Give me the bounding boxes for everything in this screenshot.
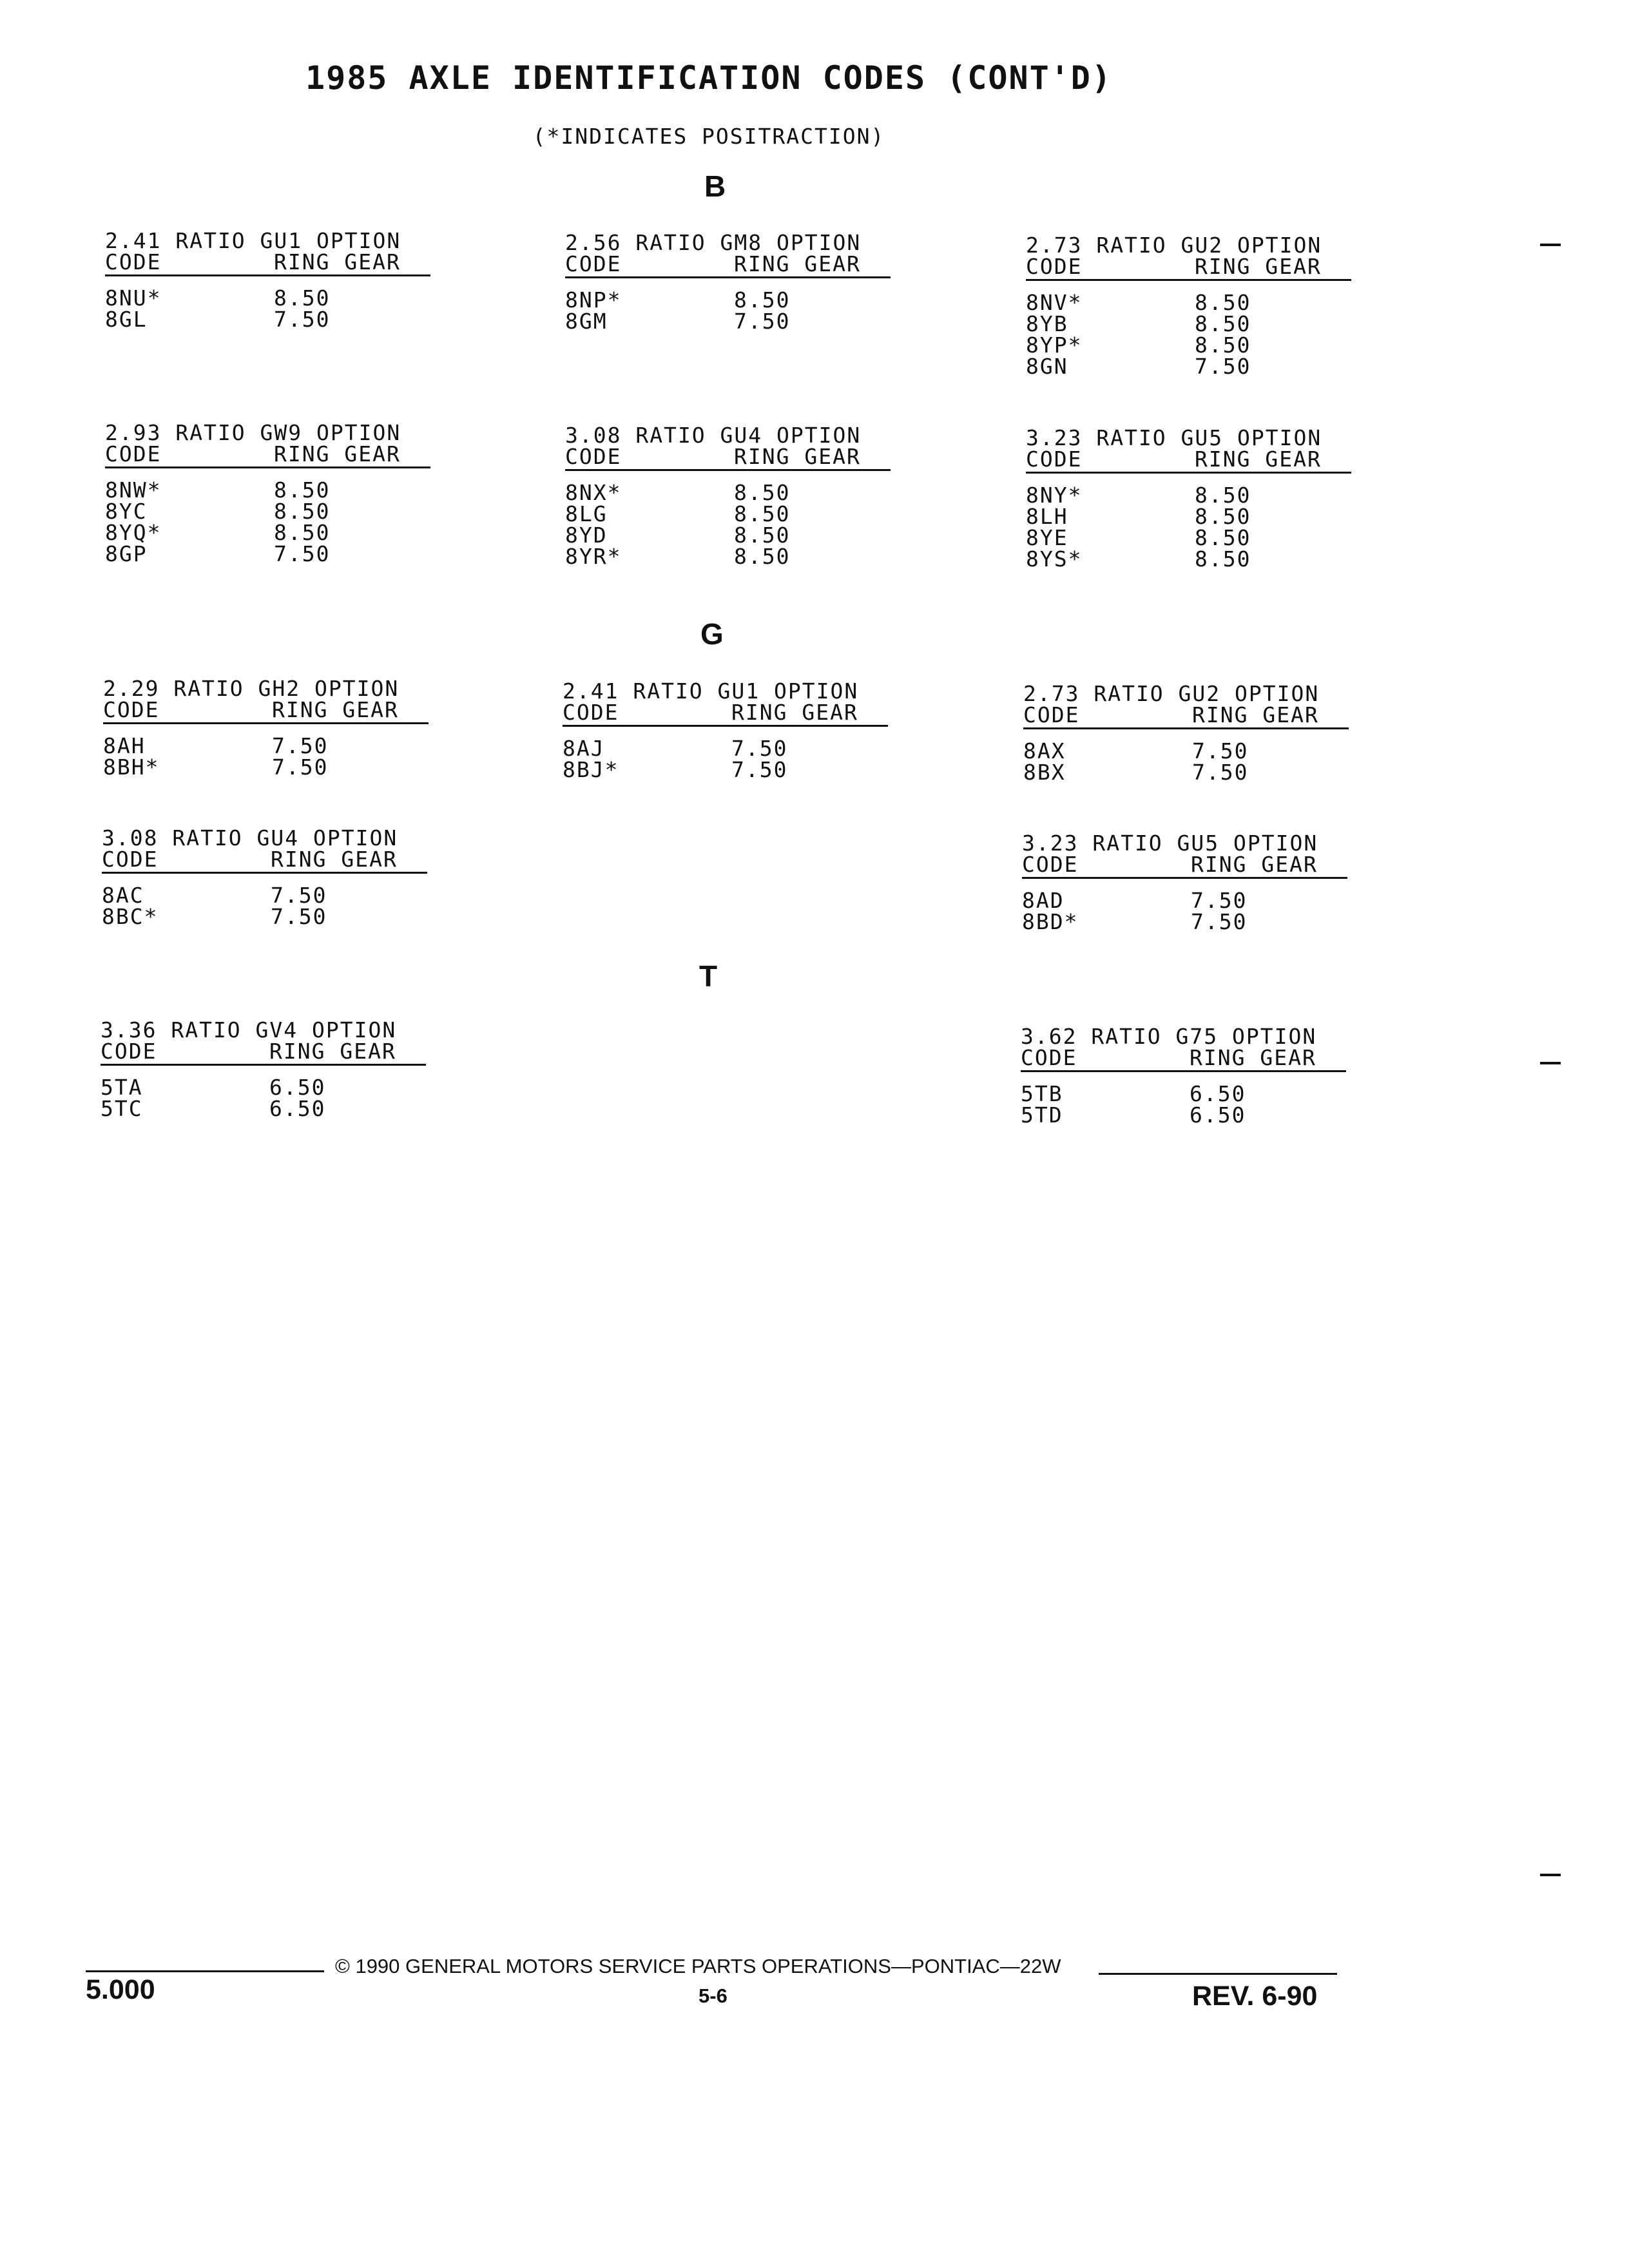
code-list	[563, 738, 888, 780]
table-row	[1022, 911, 1347, 932]
axle-code: 8YR*	[565, 544, 622, 569]
column-header-ring-gear: RING GEAR	[734, 444, 861, 469]
axle-code: 5TB	[1021, 1081, 1063, 1106]
column-headers	[105, 251, 430, 276]
code-list	[565, 482, 891, 567]
ring-gear-size: 7.50	[271, 904, 327, 929]
ring-gear-size: 7.50	[734, 309, 791, 334]
axle-code: 8YE	[1026, 525, 1068, 550]
axle-code: 8YD	[565, 523, 608, 548]
ring-gear-size: 7.50	[1191, 888, 1248, 913]
ratio-block	[105, 230, 430, 330]
ring-gear-size: 7.50	[272, 733, 329, 758]
ring-gear-size: 8.50	[274, 477, 331, 503]
table-row	[105, 479, 430, 501]
ratio-header: 3.08 RATIO GU4 OPTION	[102, 825, 398, 850]
axle-code: 8AJ	[563, 736, 605, 761]
table-row	[101, 1098, 426, 1119]
axle-code: 8GP	[105, 541, 148, 566]
footer-rule-right	[1099, 1973, 1337, 1975]
code-list	[1026, 292, 1351, 377]
column-header-code: CODE	[1026, 447, 1083, 472]
column-headers	[101, 1041, 426, 1066]
axle-code: 8GM	[565, 309, 608, 334]
table-row	[1026, 548, 1351, 570]
table-row	[565, 524, 891, 546]
code-list	[105, 479, 430, 564]
table-row	[1026, 334, 1351, 356]
column-header-ring-gear: RING GEAR	[1190, 1045, 1316, 1070]
axle-code: 8AH	[103, 733, 146, 758]
table-row	[105, 287, 430, 309]
ring-gear-size: 8.50	[734, 523, 791, 548]
axle-code: 8NW*	[105, 477, 162, 503]
axle-code: 5TC	[101, 1096, 143, 1121]
column-header-ring-gear: RING GEAR	[269, 1039, 396, 1064]
table-row	[1026, 485, 1351, 506]
ratio-block	[105, 422, 430, 564]
column-headers	[1026, 256, 1351, 281]
ring-gear-size: 7.50	[1195, 354, 1251, 379]
axle-code: 5TA	[101, 1075, 143, 1100]
column-headers	[565, 446, 891, 471]
column-header-code: CODE	[1026, 254, 1083, 279]
ratio-header: 2.29 RATIO GH2 OPTION	[103, 676, 400, 701]
column-headers	[103, 699, 429, 724]
ring-gear-size: 7.50	[1192, 760, 1249, 785]
table-row	[1026, 527, 1351, 548]
column-header-ring-gear: RING GEAR	[1191, 852, 1318, 877]
column-header-code: CODE	[1023, 702, 1080, 727]
axle-code: 8BD*	[1022, 909, 1079, 934]
column-header-code: CODE	[101, 1039, 157, 1064]
table-row	[1026, 313, 1351, 334]
section-label-t: T	[699, 959, 718, 993]
ratio-block	[1021, 1026, 1346, 1126]
ring-gear-size: 8.50	[1195, 332, 1251, 358]
column-headers	[1026, 448, 1351, 474]
ring-gear-size: 8.50	[1195, 546, 1251, 572]
axle-code: 8BJ*	[563, 757, 619, 782]
footer-copyright: © 1990 GENERAL MOTORS SERVICE PARTS OPERATIONS—PONTIAC—22W	[335, 1955, 1061, 1977]
ratio-block	[565, 232, 891, 332]
ratio-header: 2.41 RATIO GU1 OPTION	[105, 228, 401, 253]
code-list	[1023, 740, 1349, 783]
axle-code: 8BC*	[102, 904, 159, 929]
table-row	[103, 756, 429, 778]
column-header-ring-gear: RING GEAR	[1195, 447, 1322, 472]
table-row	[565, 289, 891, 311]
ratio-block	[101, 1019, 426, 1119]
ratio-header: 2.56 RATIO GM8 OPTION	[565, 230, 862, 255]
ratio-header: 3.23 RATIO GU5 OPTION	[1022, 831, 1318, 856]
column-header-code: CODE	[565, 251, 622, 276]
column-headers	[565, 253, 891, 278]
margin-mark	[1540, 1062, 1561, 1064]
ratio-header: 3.62 RATIO G75 OPTION	[1021, 1024, 1317, 1049]
column-header-code: CODE	[565, 444, 622, 469]
axle-code: 8BX	[1023, 760, 1066, 785]
code-list	[1026, 485, 1351, 570]
section-label-g: G	[700, 617, 724, 651]
axle-code: 8LG	[565, 501, 608, 526]
column-header-code: CODE	[102, 847, 159, 872]
code-list	[103, 735, 429, 778]
code-list	[102, 885, 427, 927]
column-header-code: CODE	[103, 697, 160, 722]
column-header-ring-gear: RING GEAR	[731, 700, 858, 725]
axle-code: 8AC	[102, 883, 144, 908]
ratio-block	[563, 680, 888, 780]
axle-code: 8YQ*	[105, 520, 162, 545]
ratio-header: 2.73 RATIO GU2 OPTION	[1026, 233, 1322, 258]
axle-code: 8NV*	[1026, 290, 1083, 315]
ratio-block	[565, 425, 891, 567]
axle-code: 8LH	[1026, 504, 1068, 529]
axle-code: 8AX	[1023, 738, 1066, 764]
column-header-ring-gear: RING GEAR	[1195, 254, 1322, 279]
ratio-header: 3.36 RATIO GV4 OPTION	[101, 1017, 397, 1043]
column-header-ring-gear: RING GEAR	[1192, 702, 1319, 727]
axle-code: 5TD	[1021, 1102, 1063, 1128]
table-row	[1026, 292, 1351, 313]
ratio-block	[1022, 832, 1347, 932]
column-header-ring-gear: RING GEAR	[271, 847, 398, 872]
column-headers	[102, 849, 427, 874]
column-headers	[1022, 854, 1347, 879]
footer-rule-left	[86, 1970, 324, 1972]
axle-code: 8GN	[1026, 354, 1068, 379]
ring-gear-size: 7.50	[274, 541, 331, 566]
ring-gear-size: 8.50	[1195, 504, 1251, 529]
code-list	[101, 1077, 426, 1119]
axle-code: 8YB	[1026, 311, 1068, 336]
section-number: 5.000	[86, 1974, 155, 2005]
table-row	[105, 522, 430, 543]
ring-gear-size: 7.50	[272, 754, 329, 780]
table-row	[102, 906, 427, 927]
ring-gear-size: 8.50	[1195, 525, 1251, 550]
page-subtitle: (*INDICATES POSITRACTION)	[532, 124, 885, 149]
table-row	[1022, 890, 1347, 911]
ratio-block	[1026, 235, 1351, 377]
ring-gear-size: 7.50	[271, 883, 327, 908]
ratio-block	[1023, 683, 1349, 783]
ring-gear-size: 8.50	[1195, 483, 1251, 508]
table-row	[105, 501, 430, 522]
axle-code: 8GL	[105, 307, 148, 332]
ratio-block	[103, 678, 429, 778]
page-number: 5-6	[699, 1984, 728, 2007]
ring-gear-size: 8.50	[274, 520, 331, 545]
table-row	[1023, 762, 1349, 783]
table-row	[103, 735, 429, 756]
column-headers	[105, 443, 430, 468]
column-header-ring-gear: RING GEAR	[274, 249, 401, 274]
table-row	[1026, 506, 1351, 527]
column-header-code: CODE	[105, 441, 162, 466]
ring-gear-size: 8.50	[274, 499, 331, 524]
column-header-code: CODE	[563, 700, 619, 725]
table-row	[565, 503, 891, 524]
ring-gear-size: 7.50	[731, 757, 788, 782]
axle-code: 8BH*	[103, 754, 160, 780]
ratio-header: 2.93 RATIO GW9 OPTION	[105, 420, 401, 445]
ring-gear-size: 8.50	[734, 501, 791, 526]
ring-gear-size: 6.50	[1190, 1081, 1246, 1106]
ratio-block	[1026, 427, 1351, 570]
page-title: 1985 AXLE IDENTIFICATION CODES (CONT'D)	[305, 59, 1112, 97]
table-row	[563, 759, 888, 780]
section-label-b: B	[704, 169, 726, 203]
ring-gear-size: 8.50	[1195, 290, 1251, 315]
table-row	[1021, 1083, 1346, 1104]
axle-code: 8AD	[1022, 888, 1065, 913]
column-header-code: CODE	[1021, 1045, 1077, 1070]
table-row	[105, 309, 430, 330]
column-header-code: CODE	[105, 249, 162, 274]
axle-code: 8NP*	[565, 287, 622, 312]
ring-gear-size: 7.50	[1191, 909, 1248, 934]
ring-gear-size: 8.50	[1195, 311, 1251, 336]
ring-gear-size: 7.50	[1192, 738, 1249, 764]
ratio-header: 3.08 RATIO GU4 OPTION	[565, 423, 862, 448]
column-headers	[1021, 1047, 1346, 1072]
ring-gear-size: 6.50	[1190, 1102, 1246, 1128]
ratio-block	[102, 827, 427, 927]
revision-label: REV. 6-90	[1192, 1981, 1318, 2012]
ratio-header: 2.73 RATIO GU2 OPTION	[1023, 681, 1320, 706]
ring-gear-size: 6.50	[269, 1096, 326, 1121]
ring-gear-size: 7.50	[731, 736, 788, 761]
column-header-code: CODE	[1022, 852, 1079, 877]
table-row	[101, 1077, 426, 1098]
axle-code: 8NU*	[105, 285, 162, 311]
table-row	[1021, 1104, 1346, 1126]
ring-gear-size: 7.50	[274, 307, 331, 332]
table-row	[565, 546, 891, 567]
ring-gear-size: 8.50	[734, 480, 791, 505]
table-row	[105, 543, 430, 564]
margin-mark	[1540, 244, 1561, 246]
code-list	[565, 289, 891, 332]
column-headers	[563, 702, 888, 727]
table-row	[102, 885, 427, 906]
axle-code: 8NX*	[565, 480, 622, 505]
ring-gear-size: 8.50	[734, 287, 791, 312]
ratio-header: 3.23 RATIO GU5 OPTION	[1026, 425, 1322, 450]
axle-code: 8YS*	[1026, 546, 1083, 572]
axle-code: 8YC	[105, 499, 148, 524]
table-row	[563, 738, 888, 759]
code-list	[1022, 890, 1347, 932]
margin-mark	[1540, 1874, 1561, 1876]
ratio-header: 2.41 RATIO GU1 OPTION	[563, 678, 859, 704]
axle-code: 8NY*	[1026, 483, 1083, 508]
code-list	[1021, 1083, 1346, 1126]
table-row	[1026, 356, 1351, 377]
table-row	[565, 311, 891, 332]
column-headers	[1023, 704, 1349, 729]
ring-gear-size: 8.50	[734, 544, 791, 569]
table-row	[565, 482, 891, 503]
column-header-ring-gear: RING GEAR	[272, 697, 399, 722]
ring-gear-size: 8.50	[274, 285, 331, 311]
ring-gear-size: 6.50	[269, 1075, 326, 1100]
column-header-ring-gear: RING GEAR	[734, 251, 861, 276]
code-list	[105, 287, 430, 330]
column-header-ring-gear: RING GEAR	[274, 441, 401, 466]
table-row	[1023, 740, 1349, 762]
axle-code: 8YP*	[1026, 332, 1083, 358]
